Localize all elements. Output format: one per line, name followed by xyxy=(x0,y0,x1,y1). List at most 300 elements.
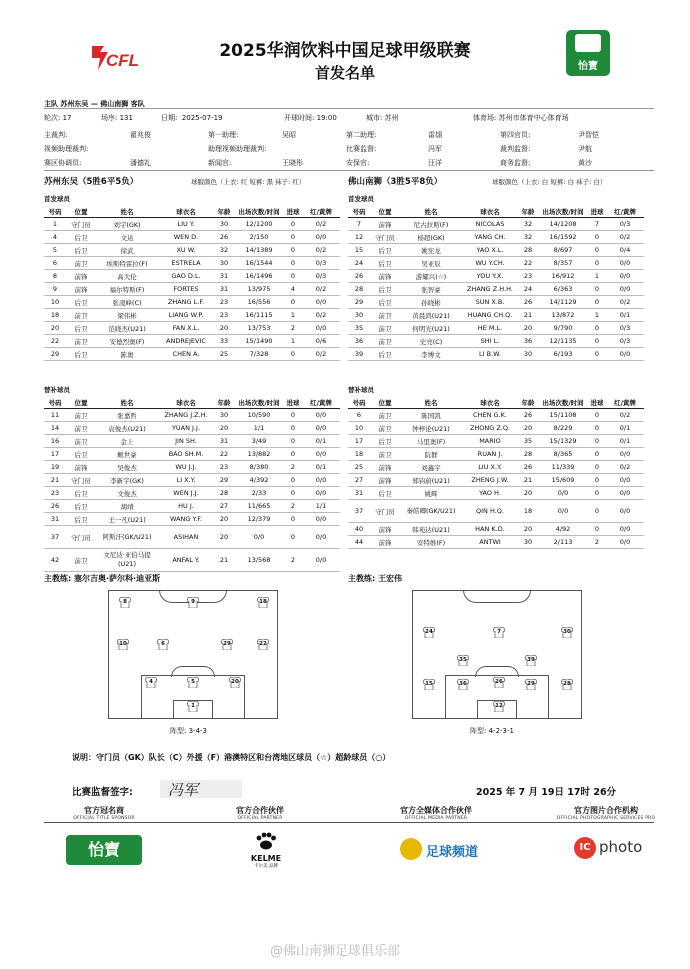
table-cell: 16/1592 xyxy=(538,231,588,244)
table-cell: 0 xyxy=(588,257,606,270)
table-row xyxy=(348,309,644,322)
table-cell: 0/1 xyxy=(606,435,644,448)
table-cell: LIANG W.P. xyxy=(158,309,214,322)
table-cell: 杨超(GK) xyxy=(400,231,462,244)
table-row xyxy=(348,335,644,348)
table-cell: 11 xyxy=(44,409,66,422)
table-cell: 8/229 xyxy=(538,422,588,435)
table-cell: 12/1135 xyxy=(538,335,588,348)
table-cell: 0/2 xyxy=(302,283,340,296)
table-cell: 后卫 xyxy=(66,448,96,461)
table-cell: 0 xyxy=(284,231,302,244)
official-value: 吴昭 xyxy=(282,131,296,139)
table-cell: 0 xyxy=(284,409,302,422)
table-cell: 14 xyxy=(44,422,66,435)
city-info: 城市: 苏州 xyxy=(366,114,399,122)
player-shirt-icon xyxy=(423,627,435,638)
table-cell: 前卫 xyxy=(370,448,400,461)
table-cell: 前锋 xyxy=(370,474,400,487)
table-cell: 14/1129 xyxy=(538,296,588,309)
table-cell: 后卫 xyxy=(66,487,96,500)
table-cell: 0/3 xyxy=(606,335,644,348)
table-cell: 后卫 xyxy=(66,322,96,335)
away-subs-label: 替补球员 xyxy=(348,386,374,394)
column-header: 年龄 xyxy=(518,206,538,218)
home-formation-value: 3-4-3 xyxy=(188,727,208,735)
table-cell: 10 xyxy=(44,296,66,309)
table-cell: 17 xyxy=(348,435,370,448)
table-cell: 阿斯汗(GK/U21) xyxy=(96,526,158,549)
signature-handwriting: 冯军 xyxy=(168,781,199,799)
player-shirt-icon xyxy=(117,639,129,650)
table-cell: 何明光(U21) xyxy=(400,322,462,335)
round-value: 17 xyxy=(62,114,72,122)
table-row xyxy=(44,218,340,231)
table-cell: WANG Y.F. xyxy=(158,513,214,526)
table-cell: 16/912 xyxy=(538,270,588,283)
column-header: 球衣名 xyxy=(158,206,214,218)
table-cell: 30 xyxy=(518,348,538,361)
away-kit-colors: 球服颜色（上衣: 白 短裤: 白 袜子: 白） xyxy=(492,178,607,186)
shirt-number: 20 xyxy=(231,679,239,685)
table-cell: 26 xyxy=(518,409,538,422)
table-cell: 24 xyxy=(348,257,370,270)
table-cell: 26 xyxy=(518,296,538,309)
table-row xyxy=(44,348,340,361)
table-cell: HUANG CH.Q. xyxy=(462,309,518,322)
table-cell: 26 xyxy=(348,270,370,283)
paw-icon xyxy=(255,832,277,850)
table-cell: 0/1 xyxy=(606,309,644,322)
table-row xyxy=(44,500,340,513)
player-shirt-icon xyxy=(157,639,169,650)
table-cell: 15/1329 xyxy=(538,435,588,448)
table-cell: 0/0 xyxy=(606,500,644,523)
shirt-number: 12 xyxy=(495,703,503,709)
table-cell: ESTRELA xyxy=(158,257,214,270)
table-row xyxy=(348,500,644,523)
table-cell: 范晓杰(U21) xyxy=(96,322,158,335)
home-coach: 主教练: 塞尔吉奥·萨尔科·迪亚斯 xyxy=(44,574,161,583)
table-cell: 0/2 xyxy=(606,231,644,244)
shirt-number: 29 xyxy=(223,641,231,647)
player-shirt-icon xyxy=(257,597,269,608)
official-label: 裁判监督: xyxy=(500,145,531,153)
sponsor-divider xyxy=(44,822,654,823)
penalty-arc xyxy=(475,666,519,677)
table-row xyxy=(348,244,644,257)
table-cell: ANTWI xyxy=(462,536,518,549)
column-header: 年龄 xyxy=(214,206,234,218)
home-starters-label: 首发球员 xyxy=(44,195,70,203)
table-cell: 23 xyxy=(214,309,234,322)
table-cell: 郑钧蔚(U21) xyxy=(400,474,462,487)
away-formation-pitch xyxy=(412,590,582,719)
away-subs-table xyxy=(348,397,644,549)
table-cell: 18 xyxy=(348,448,370,461)
table-cell: 32 xyxy=(214,244,234,257)
table-cell: LI B.W. xyxy=(462,348,518,361)
table-cell: 21 xyxy=(214,549,234,572)
table-cell: 8 xyxy=(44,270,66,283)
table-cell: 安德烈奥(F) xyxy=(96,335,158,348)
table-cell: JIN SH. xyxy=(158,435,214,448)
shirt-number: 1 xyxy=(191,703,195,709)
table-cell: 0 xyxy=(284,348,302,361)
table-cell: 0/1 xyxy=(302,435,340,448)
table-cell: 7 xyxy=(588,218,606,231)
table-cell: 刘鑫宇 xyxy=(400,461,462,474)
table-cell: 后卫 xyxy=(370,283,400,296)
table-cell: 2 xyxy=(284,500,302,513)
table-cell: 25 xyxy=(214,348,234,361)
table-cell: 文尼达·亚伯马提(U21) xyxy=(96,549,158,572)
shirt-number: 18 xyxy=(259,599,267,605)
cfl-logo-text: CFL xyxy=(106,51,140,70)
table-cell: 金上 xyxy=(96,435,158,448)
table-cell: 0/3 xyxy=(302,257,340,270)
table-cell: 前卫 xyxy=(370,309,400,322)
column-header: 球衣名 xyxy=(462,206,518,218)
table-cell: 文达 xyxy=(96,231,158,244)
table-row xyxy=(348,448,644,461)
city-value: 苏州 xyxy=(384,114,399,122)
table-cell: 19 xyxy=(44,461,66,474)
table-cell: CHEN G.K. xyxy=(462,409,518,422)
table-row xyxy=(44,435,340,448)
table-cell: 后卫 xyxy=(370,296,400,309)
table-cell: 1/1 xyxy=(234,422,284,435)
table-cell: 0/0 xyxy=(302,549,340,572)
column-header: 进球 xyxy=(284,397,302,409)
table-cell: 孙晓彬 xyxy=(400,296,462,309)
table-cell: 0/0 xyxy=(606,536,644,549)
table-cell: 8/380 xyxy=(234,461,284,474)
table-cell: 陈国凯 xyxy=(400,409,462,422)
table-cell: 0/2 xyxy=(302,218,340,231)
table-cell: 1 xyxy=(588,270,606,283)
column-header: 球衣名 xyxy=(158,397,214,409)
table-cell: 6 xyxy=(44,257,66,270)
column-header: 红/黄牌 xyxy=(302,397,340,409)
table-cell: 前卫 xyxy=(66,335,96,348)
table-row xyxy=(348,257,644,270)
column-header: 出场次数/时间 xyxy=(234,397,284,409)
table-cell: 0/0 xyxy=(606,487,644,500)
column-header: 出场次数/时间 xyxy=(538,397,588,409)
table-cell: 32 xyxy=(518,218,538,231)
table-cell: LIU Y. xyxy=(158,218,214,231)
table-cell: 0 xyxy=(284,296,302,309)
official-value: 汪洋 xyxy=(428,159,442,167)
table-cell: 15/1490 xyxy=(234,335,284,348)
table-cell: 29 xyxy=(214,474,234,487)
away-formation: 阵型: 4-2-3-1 xyxy=(470,727,514,735)
table-cell: HE M.L. xyxy=(462,322,518,335)
table-row xyxy=(44,296,340,309)
sponsor-sub: OFFICIAL PARTNER xyxy=(237,816,283,821)
table-cell: 3/49 xyxy=(234,435,284,448)
column-header: 红/黄牌 xyxy=(302,206,340,218)
table-row xyxy=(348,283,644,296)
table-cell: 0/0 xyxy=(606,448,644,461)
table-cell: 44 xyxy=(348,536,370,549)
column-header: 号码 xyxy=(348,397,370,409)
shirt-number: 5 xyxy=(191,679,195,685)
player-shirt-icon xyxy=(561,627,573,638)
table-cell: 6/193 xyxy=(538,348,588,361)
table-row xyxy=(44,526,340,549)
table-cell: 埃斯特雷拉(F) xyxy=(96,257,158,270)
table-cell: 15 xyxy=(348,244,370,257)
kelme-text: KELME xyxy=(250,854,282,863)
table-cell: 16/1544 xyxy=(234,257,284,270)
table-cell: 0 xyxy=(588,348,606,361)
table-cell: 28 xyxy=(214,487,234,500)
table-cell: 0 xyxy=(588,500,606,523)
table-cell: 0 xyxy=(588,283,606,296)
table-cell: 11/665 xyxy=(234,500,284,513)
table-cell: 胡靖 xyxy=(96,500,158,513)
table-cell: 12/379 xyxy=(234,513,284,526)
table-cell: 20 xyxy=(214,322,234,335)
football-channel-text: 足球频道 xyxy=(426,845,479,860)
table-cell: 10 xyxy=(348,422,370,435)
table-cell: 0/3 xyxy=(606,322,644,335)
sponsor-sub: OFFICIAL TITLE SPONSOR xyxy=(73,816,135,821)
away-coach: 主教练: 王宏伟 xyxy=(348,574,402,583)
shirt-number: 28 xyxy=(563,681,571,687)
player-shirt-icon xyxy=(221,639,233,650)
table-row xyxy=(44,461,340,474)
table-cell: 29 xyxy=(44,348,66,361)
table-cell: BAO SH.M. xyxy=(158,448,214,461)
shirt-number: 15 xyxy=(425,681,433,687)
table-cell: 刘宇(GK) xyxy=(96,218,158,231)
table-cell: 1 xyxy=(284,335,302,348)
kelme-sponsor-logo xyxy=(238,832,294,872)
table-row xyxy=(44,513,340,526)
table-cell: 1 xyxy=(284,309,302,322)
shirt-number: 8 xyxy=(123,599,127,605)
table-cell: 前卫 xyxy=(66,409,96,422)
table-cell: FAN X.L. xyxy=(158,322,214,335)
table-cell: 1/1 xyxy=(302,500,340,513)
player-shirt-icon xyxy=(493,677,505,688)
table-cell: 前锋 xyxy=(370,536,400,549)
table-cell: 后卫 xyxy=(370,244,400,257)
shirt-number: 7 xyxy=(497,629,501,635)
table-cell: 20 xyxy=(214,422,234,435)
table-cell: 史亮(C) xyxy=(400,335,462,348)
table-cell: 前卫 xyxy=(370,335,400,348)
table-cell: MARIO xyxy=(462,435,518,448)
table-cell: 21 xyxy=(44,474,66,487)
home-kit-colors: 球服颜色（上衣: 红 短裤: 黑 袜子: 红） xyxy=(191,178,306,186)
table-cell: 0/1 xyxy=(606,422,644,435)
player-shirt-icon xyxy=(493,701,505,712)
table-cell: 0/2 xyxy=(606,296,644,309)
player-shirt-icon xyxy=(561,679,573,690)
column-header: 号码 xyxy=(348,206,370,218)
shirt-number: 35 xyxy=(459,657,467,663)
table-row xyxy=(348,474,644,487)
sponsor-title: 官方全媒体合作伙伴 xyxy=(400,806,472,815)
table-cell: 2 xyxy=(284,461,302,474)
table-cell: 0/3 xyxy=(302,270,340,283)
table-cell: WU J.J. xyxy=(158,461,214,474)
table-cell: 20 xyxy=(518,322,538,335)
table-cell: 0 xyxy=(588,335,606,348)
signature-label: 比赛监督签字: xyxy=(72,787,133,798)
table-cell: 0 xyxy=(588,461,606,474)
table-cell: 22 xyxy=(214,448,234,461)
player-shirt-icon xyxy=(229,677,241,688)
date-info: 日期: 2025-07-19 xyxy=(161,114,223,122)
table-cell: 0 xyxy=(588,487,606,500)
official-value: 潘德礼 xyxy=(130,159,151,167)
table-cell: 18 xyxy=(518,500,538,523)
stadium-value: 苏州市体育中心体育场 xyxy=(498,114,569,122)
table-cell: 后卫 xyxy=(370,435,400,448)
player-shirt-icon xyxy=(525,679,537,690)
table-cell: 8/357 xyxy=(538,257,588,270)
table-cell: WEN J.J. xyxy=(158,487,214,500)
table-cell: 30 xyxy=(348,309,370,322)
column-header: 球衣名 xyxy=(462,397,518,409)
away-starters-label: 首发球员 xyxy=(348,195,374,203)
table-cell: 姚宪龙 xyxy=(400,244,462,257)
table-cell: 后卫 xyxy=(66,348,96,361)
table-cell: 0/0 xyxy=(606,523,644,536)
table-cell: 前锋 xyxy=(370,270,400,283)
table-cell: 6/363 xyxy=(538,283,588,296)
table-cell: 0/1 xyxy=(302,461,340,474)
table-cell: 4 xyxy=(44,231,66,244)
table-cell: 秦皓卿(GK/U21) xyxy=(400,500,462,523)
table-cell: 2 xyxy=(284,322,302,335)
table-cell: 31 xyxy=(214,283,234,296)
table-cell: YUAN J.J. xyxy=(158,422,214,435)
official-label: 视频助理裁判: xyxy=(44,145,89,153)
table-cell: 0/0 xyxy=(538,487,588,500)
table-cell: 31 xyxy=(214,270,234,283)
table-cell: ZHANG J.Z.H. xyxy=(158,409,214,422)
table-cell: SUN X.B. xyxy=(462,296,518,309)
table-cell: 2 xyxy=(284,549,302,572)
column-header: 出场次数/时间 xyxy=(538,206,588,218)
official-value: 王晓彤 xyxy=(282,159,303,167)
table-cell: ZHONG Z.Q. xyxy=(462,422,518,435)
table-cell: 前卫 xyxy=(370,409,400,422)
table-cell: 30 xyxy=(214,409,234,422)
table-cell: 0/0 xyxy=(302,231,340,244)
column-header: 姓名 xyxy=(96,397,158,409)
table-cell: 36 xyxy=(518,335,538,348)
table-cell: 33 xyxy=(214,335,234,348)
player-shirt-icon xyxy=(187,701,199,712)
table-cell: 20 xyxy=(44,322,66,335)
sponsor-title: 官方合作伙伴 xyxy=(236,806,284,815)
table-cell: ZHANG L.F. xyxy=(158,296,214,309)
shirt-number: 26 xyxy=(495,679,503,685)
table-cell: 前卫 xyxy=(66,549,96,572)
table-cell: 0 xyxy=(588,296,606,309)
table-cell: 0/0 xyxy=(302,513,340,526)
table-cell: 23 xyxy=(44,487,66,500)
table-row xyxy=(44,422,340,435)
table-cell: 马里奥(F) xyxy=(400,435,462,448)
fixture: 主队 苏州东吴 — 佛山南狮 客队 xyxy=(44,100,145,108)
table-row xyxy=(348,523,644,536)
table-cell: 15/609 xyxy=(538,474,588,487)
kelme-sub-text: 卡尔美 品牌 xyxy=(254,864,278,869)
table-cell: 安特维(F) xyxy=(400,536,462,549)
shirt-number: 9 xyxy=(191,599,195,605)
table-cell: 7 xyxy=(348,218,370,231)
kickoff-info: 开球时间: 19:00 xyxy=(284,114,337,122)
table-cell: 37 xyxy=(348,500,370,523)
table-cell: 28 xyxy=(348,283,370,296)
table-cell: 0 xyxy=(284,435,302,448)
table-cell: 前卫 xyxy=(66,257,96,270)
table-cell: 后卫 xyxy=(370,487,400,500)
table-cell: 阮群 xyxy=(400,448,462,461)
player-shirt-icon xyxy=(187,677,199,688)
table-cell: 后卫 xyxy=(66,244,96,257)
home-formation-pitch xyxy=(108,590,278,719)
table-cell: 1 xyxy=(588,309,606,322)
table-cell: 0/0 xyxy=(302,296,340,309)
table-cell: LIU X.Y. xyxy=(462,461,518,474)
table-cell: 后卫 xyxy=(66,500,96,513)
away-starters-table xyxy=(348,206,644,361)
table-cell: 袁俊杰(U21) xyxy=(96,422,158,435)
column-header: 位置 xyxy=(66,397,96,409)
table-row xyxy=(348,536,644,549)
table-row xyxy=(44,231,340,244)
table-cell: 0 xyxy=(588,244,606,257)
shirt-number: 24 xyxy=(425,629,433,635)
table-cell: 0 xyxy=(284,513,302,526)
table-cell: 13/882 xyxy=(234,448,284,461)
table-cell: 守门员 xyxy=(66,526,96,549)
table-cell: CHEN A. xyxy=(158,348,214,361)
table-cell: 2/33 xyxy=(234,487,284,500)
table-cell: WEN D. xyxy=(158,231,214,244)
table-cell: 14/1389 xyxy=(234,244,284,257)
kickoff-value: 19:00 xyxy=(316,114,337,122)
table-row xyxy=(44,309,340,322)
table-row xyxy=(348,322,644,335)
table-cell: 陈奥 xyxy=(96,348,158,361)
table-cell: 30 xyxy=(214,218,234,231)
table-cell: 16/556 xyxy=(234,296,284,309)
ic-icon: IC xyxy=(574,837,596,859)
table-cell: 前锋 xyxy=(370,523,400,536)
table-cell: 0/0 xyxy=(606,270,644,283)
table-cell: YANG CH. xyxy=(462,231,518,244)
match-no-info: 场序: 131 xyxy=(101,114,133,122)
table-cell: 13/753 xyxy=(234,322,284,335)
table-cell: RUAN J. xyxy=(462,448,518,461)
sponsor-title: 官方图片合作机构 xyxy=(574,806,638,815)
table-cell: 17 xyxy=(44,448,66,461)
table-cell: 0/3 xyxy=(606,218,644,231)
table-cell: 26 xyxy=(214,231,234,244)
signature-image xyxy=(160,780,242,798)
table-cell: HAN K.D. xyxy=(462,523,518,536)
